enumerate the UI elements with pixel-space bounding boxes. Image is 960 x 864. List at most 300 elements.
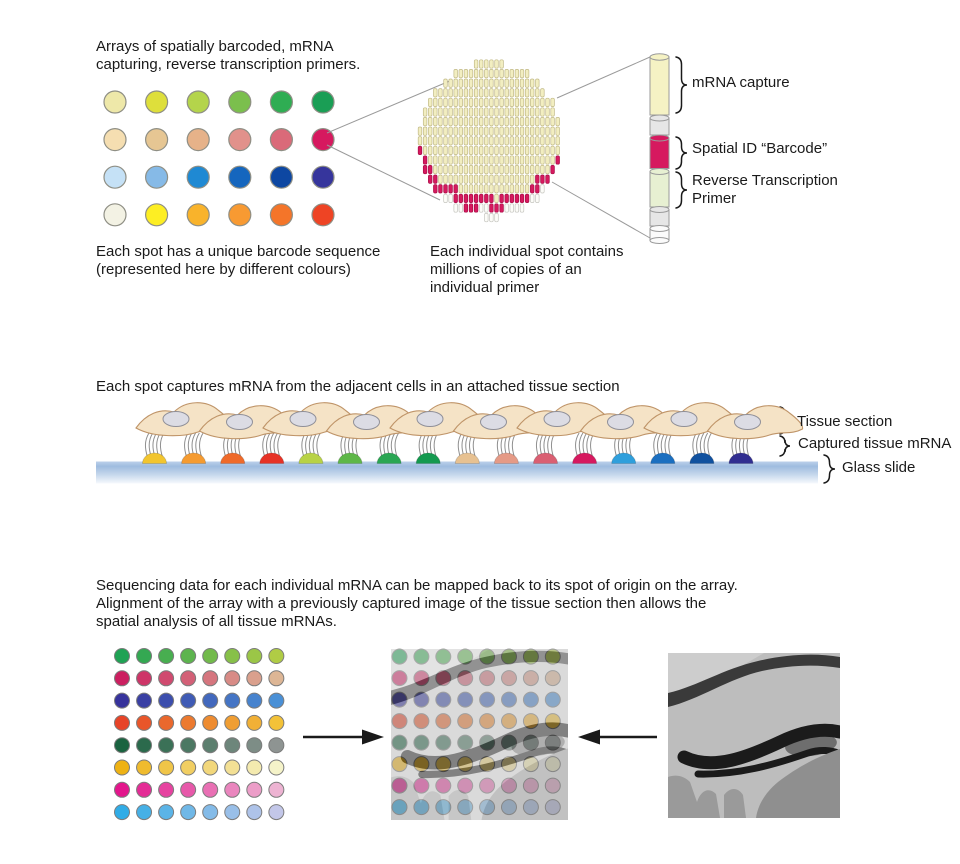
primer-rod <box>464 117 468 125</box>
primer-rod <box>490 213 494 221</box>
primer-rod <box>495 204 499 212</box>
primer-rod <box>541 98 545 106</box>
spot-caption <box>430 243 623 297</box>
primer-rod <box>459 165 463 173</box>
label-mrna-capture: mRNA capture <box>692 74 790 91</box>
primer-rod <box>474 60 478 68</box>
primer-rod <box>474 137 478 145</box>
primer-rod <box>505 79 509 87</box>
sequence-dot <box>269 715 284 730</box>
primer-rod <box>515 89 519 97</box>
sequence-dot <box>137 671 152 686</box>
sequence-dot <box>247 715 262 730</box>
sequence-dot <box>225 649 240 664</box>
mrna-strand <box>200 433 204 457</box>
primer-rod <box>525 108 529 116</box>
primer-rod <box>541 165 545 173</box>
primer-rod <box>541 89 545 97</box>
array-dot <box>229 129 251 151</box>
primer-rod <box>500 156 504 164</box>
primer-rod <box>500 194 504 202</box>
sequence-dot <box>181 649 196 664</box>
sequence-dot <box>137 693 152 708</box>
primer-rod <box>454 156 458 164</box>
primer-rod <box>530 137 534 145</box>
primer-rod <box>439 156 443 164</box>
sequence-dot <box>269 671 284 686</box>
mrna-strand <box>160 433 164 457</box>
primer-rod <box>500 127 504 135</box>
primer-rod <box>479 146 483 154</box>
sequence-dot <box>203 760 218 775</box>
primer-rod <box>469 175 473 183</box>
primer-rod <box>485 127 489 135</box>
primer-rod <box>454 108 458 116</box>
primer-rod <box>444 89 448 97</box>
primer-rod <box>434 165 438 173</box>
label-rt-primer <box>692 172 838 208</box>
primer-rod <box>525 117 529 125</box>
sequence-dot <box>159 760 174 775</box>
primer-rod <box>485 79 489 87</box>
capture-spot-dome <box>573 453 597 464</box>
primer-rod <box>444 127 448 135</box>
primer-rod <box>469 98 473 106</box>
primer-rod <box>479 69 483 77</box>
top-title-line: Arrays of spatially barcoded, mRNA <box>96 38 334 55</box>
primer-rod <box>515 127 519 135</box>
primer-rod <box>510 185 514 193</box>
primer-rod <box>449 185 453 193</box>
primer-rod <box>510 137 514 145</box>
label-glass-slide: Glass slide <box>842 459 916 476</box>
tissue-section-image <box>668 653 840 818</box>
sequence-dot <box>159 782 174 797</box>
zoom-fan-lines <box>327 57 650 238</box>
sequence-dot <box>181 805 196 820</box>
primer-rod <box>464 175 468 183</box>
cell-nucleus <box>163 412 189 427</box>
primer-rod <box>464 69 468 77</box>
primer-cap <box>650 135 669 141</box>
primer-rod <box>474 127 478 135</box>
primer-rod <box>515 137 519 145</box>
array-dot <box>187 204 209 226</box>
primer-rod <box>490 79 494 87</box>
primer-rod <box>551 98 555 106</box>
primer-rod <box>546 98 550 106</box>
sequence-dot <box>159 738 174 753</box>
primer-rod <box>495 146 499 154</box>
primer-rod <box>464 156 468 164</box>
sequence-dot <box>225 782 240 797</box>
primer-rod <box>546 117 550 125</box>
primer-rod <box>479 194 483 202</box>
primer-rod <box>418 137 422 145</box>
primer-rod <box>541 117 545 125</box>
primer-rod <box>510 194 514 202</box>
primer-rod <box>479 137 483 145</box>
primer-rod <box>495 156 499 164</box>
primer-rod <box>454 127 458 135</box>
primer-rod <box>464 185 468 193</box>
primer-rod <box>515 185 519 193</box>
primer-rod <box>479 204 483 212</box>
primer-rod <box>505 175 509 183</box>
tissue-cells <box>136 403 803 439</box>
primer-rod <box>551 127 555 135</box>
primer-rod <box>459 156 463 164</box>
capture-spot-dome <box>612 453 636 464</box>
primer-rod <box>474 194 478 202</box>
primer-rod <box>459 194 463 202</box>
primer-rod <box>536 127 540 135</box>
brace-glass-slide <box>824 455 835 483</box>
primer-rod <box>520 165 524 173</box>
primer-rod <box>474 117 478 125</box>
primer-rod <box>485 204 489 212</box>
sequence-dot <box>203 671 218 686</box>
sequence-dot <box>137 760 152 775</box>
sequence-dot <box>181 782 196 797</box>
mrna-strand <box>395 433 399 457</box>
primer-rod <box>485 137 489 145</box>
primer-rod <box>439 165 443 173</box>
array-dot <box>270 91 292 113</box>
arrow-left-head <box>578 730 600 745</box>
primer-rod <box>454 98 458 106</box>
capture-spot-dome <box>377 453 401 464</box>
primer-rod <box>495 79 499 87</box>
primer-rod <box>525 137 529 145</box>
primer-rod <box>541 175 545 183</box>
primer-rod <box>556 156 560 164</box>
capture-spot-dome <box>416 453 440 464</box>
primer-rod <box>520 69 524 77</box>
primer-rod <box>454 175 458 183</box>
sequence-dot <box>181 671 196 686</box>
primer-rod <box>536 117 540 125</box>
primer-rod <box>434 89 438 97</box>
primer-rod <box>479 108 483 116</box>
bottom-paragraph-line: Sequencing data for each individual mRNA can be mapped back to its spot of origin on the array. <box>96 577 738 594</box>
primer-cap <box>650 54 669 60</box>
primer-rod <box>541 156 545 164</box>
primer-rod <box>464 165 468 173</box>
primer-rod <box>551 137 555 145</box>
sequence-dot <box>159 693 174 708</box>
primer-rod <box>500 175 504 183</box>
primer-rod <box>459 175 463 183</box>
primer-rod <box>490 156 494 164</box>
primer-rod <box>536 79 540 87</box>
primer-rod <box>541 127 545 135</box>
brace-rt-primer <box>676 172 687 208</box>
primer-rod <box>515 79 519 87</box>
primer-rod <box>490 165 494 173</box>
capture-spot-dome <box>221 453 245 464</box>
primer-rod <box>449 146 453 154</box>
primer-rod <box>449 137 453 145</box>
primer-rod <box>485 156 489 164</box>
primer-rod <box>428 156 432 164</box>
primer-rod <box>505 137 509 145</box>
primer-rod <box>536 165 540 173</box>
primer-rod <box>449 117 453 125</box>
primer-rod <box>449 156 453 164</box>
primer-rod <box>469 69 473 77</box>
primer-rod <box>469 165 473 173</box>
primer-rod <box>505 194 509 202</box>
array-dot <box>146 91 168 113</box>
spot-caption-line: millions of copies of an <box>430 261 582 278</box>
primer-rod <box>485 89 489 97</box>
array-dot <box>146 204 168 226</box>
top-title <box>96 38 360 74</box>
sequence-dot <box>181 693 196 708</box>
primer-rod <box>551 165 555 173</box>
primer-rod <box>485 69 489 77</box>
sequence-dot <box>115 738 130 753</box>
primer-rod <box>520 98 524 106</box>
primer-rod <box>434 98 438 106</box>
primer-rod <box>490 204 494 212</box>
primer-rod <box>536 156 540 164</box>
primer-rod <box>449 98 453 106</box>
primer-rod <box>546 127 550 135</box>
cell-nucleus <box>290 412 316 427</box>
primer-rod <box>479 185 483 193</box>
sequence-dot <box>203 715 218 730</box>
primer-rod <box>495 69 499 77</box>
primer-rod <box>490 69 494 77</box>
primer-rod <box>459 117 463 125</box>
primer-rod <box>434 137 438 145</box>
sequence-dot <box>137 738 152 753</box>
primer-rod <box>428 165 432 173</box>
primer-rod <box>418 127 422 135</box>
primer-rod <box>510 156 514 164</box>
capture-spot-dome <box>182 453 206 464</box>
primer-rod <box>510 69 514 77</box>
primer-rod <box>556 117 560 125</box>
primer-rod <box>490 98 494 106</box>
primer-rod <box>505 117 509 125</box>
primer-rod <box>515 69 519 77</box>
primer-rod <box>449 127 453 135</box>
primer-rod <box>500 79 504 87</box>
primer-rod <box>459 146 463 154</box>
primer-rod <box>464 98 468 106</box>
primer-rod <box>428 175 432 183</box>
sequence-dot <box>225 738 240 753</box>
primer-rod <box>520 117 524 125</box>
primer-rod <box>474 89 478 97</box>
primer-rod <box>434 185 438 193</box>
mrna-strand <box>536 433 540 457</box>
capture-spot-dome <box>338 453 362 464</box>
cell-nucleus <box>735 415 761 430</box>
primer-rod <box>439 146 443 154</box>
primer-rod <box>520 108 524 116</box>
sequence-dot <box>115 671 130 686</box>
primer-rod <box>536 108 540 116</box>
sequence-dot <box>137 649 152 664</box>
primer-rod <box>434 146 438 154</box>
primer-rod <box>423 156 427 164</box>
capture-spot-dome <box>299 453 323 464</box>
capture-spot-dome <box>143 453 167 464</box>
primer-rod <box>541 137 545 145</box>
primer-rod <box>530 108 534 116</box>
mrna-strand <box>458 433 462 457</box>
primer-rod <box>505 89 509 97</box>
sequence-dot <box>247 805 262 820</box>
primer-cap <box>650 169 669 175</box>
primer-rod <box>449 165 453 173</box>
primer-rod <box>454 165 458 173</box>
primer-rod <box>434 156 438 164</box>
mrna-strand <box>317 433 321 457</box>
primer-rod <box>428 137 432 145</box>
primer-rod <box>530 89 534 97</box>
array-caption-line: Each spot has a unique barcode sequence <box>96 243 381 260</box>
primer-rod <box>515 204 519 212</box>
primer-rod <box>530 175 534 183</box>
primer-rod <box>479 156 483 164</box>
sequence-dot <box>115 649 130 664</box>
sequence-dot <box>137 782 152 797</box>
primer-rod <box>520 156 524 164</box>
primer-rod <box>530 117 534 125</box>
primer-rod <box>449 194 453 202</box>
mrna-strand <box>551 433 555 457</box>
sequence-dot <box>247 649 262 664</box>
primer-rod <box>515 165 519 173</box>
primer-rod <box>530 156 534 164</box>
sequence-dot <box>203 649 218 664</box>
primer-rod <box>495 98 499 106</box>
primer-rod <box>474 108 478 116</box>
primer-rod <box>459 79 463 87</box>
primer-rod <box>479 117 483 125</box>
bottom-paragraph <box>96 577 738 631</box>
primer-rod <box>423 146 427 154</box>
primer-rod <box>469 194 473 202</box>
cell-nucleus <box>481 415 507 430</box>
array-dot <box>270 166 292 188</box>
sequence-dot <box>137 805 152 820</box>
primer-rod <box>485 60 489 68</box>
primer-rod <box>439 127 443 135</box>
mrna-strand <box>263 433 267 457</box>
primer-rod <box>495 185 499 193</box>
primer-rod <box>525 194 529 202</box>
primer-rod <box>490 89 494 97</box>
primer-rod <box>525 185 529 193</box>
primer-rod <box>449 108 453 116</box>
label-captured-mrna: Captured tissue mRNA <box>798 435 952 452</box>
primer-rod <box>495 194 499 202</box>
sequence-dot <box>181 715 196 730</box>
sequence-dot <box>137 715 152 730</box>
primer-rod <box>495 108 499 116</box>
primer-rod <box>520 194 524 202</box>
primer-rod <box>479 127 483 135</box>
sequence-dot <box>115 805 130 820</box>
primer-rod <box>505 165 509 173</box>
primer-rod <box>474 79 478 87</box>
primer-rod <box>520 137 524 145</box>
arrow-right-head <box>362 730 384 745</box>
zoom-line <box>552 182 650 238</box>
primer-rod <box>525 79 529 87</box>
primer-rod <box>454 185 458 193</box>
primer-cap <box>650 115 669 121</box>
primer-rod <box>551 156 555 164</box>
primer-rod <box>418 146 422 154</box>
zoomed-spot-primer-cluster <box>418 60 559 222</box>
primer-rod <box>541 146 545 154</box>
sequence-dot <box>225 760 240 775</box>
primer-rod <box>464 79 468 87</box>
capture-spot-dome <box>534 453 558 464</box>
cell-nucleus <box>608 415 634 430</box>
primer-rod <box>490 194 494 202</box>
primer-rod <box>500 98 504 106</box>
primer-rod <box>464 89 468 97</box>
primer-rod <box>423 108 427 116</box>
primer-rod <box>459 108 463 116</box>
spot-caption-line: individual primer <box>430 279 540 296</box>
primer-rod <box>495 117 499 125</box>
array-dot <box>187 129 209 151</box>
primer-rod <box>428 146 432 154</box>
primer-rod <box>546 108 550 116</box>
primer-rod <box>464 137 468 145</box>
primer-rod <box>541 108 545 116</box>
mrna-strand <box>302 433 306 457</box>
top-title-line: capturing, reverse transcription primers. <box>96 56 361 73</box>
cell-nucleus <box>227 415 253 430</box>
sequence-dot <box>269 805 284 820</box>
array-dot <box>104 129 126 151</box>
primer-rod <box>490 146 494 154</box>
primer-rod <box>490 127 494 135</box>
primer-rod <box>434 117 438 125</box>
sequence-dot <box>203 805 218 820</box>
primer-rod <box>464 127 468 135</box>
array-dot <box>229 166 251 188</box>
primer-rod <box>479 79 483 87</box>
primer-rod <box>520 204 524 212</box>
primer-rod <box>546 156 550 164</box>
primer-rod <box>556 127 560 135</box>
primer-rod <box>505 69 509 77</box>
primer-rod <box>525 127 529 135</box>
primer-rod <box>546 175 550 183</box>
primer-rod <box>495 137 499 145</box>
primer-rod <box>444 194 448 202</box>
label-spatial-barcode: Spatial ID “Barcode” <box>692 140 828 157</box>
primer-rod <box>510 79 514 87</box>
primer-rod <box>485 213 489 221</box>
primer-rod <box>459 185 463 193</box>
primer-rod <box>449 89 453 97</box>
primer-rod <box>474 175 478 183</box>
primer-rod <box>556 137 560 145</box>
tissue-overlay-image <box>391 649 568 820</box>
